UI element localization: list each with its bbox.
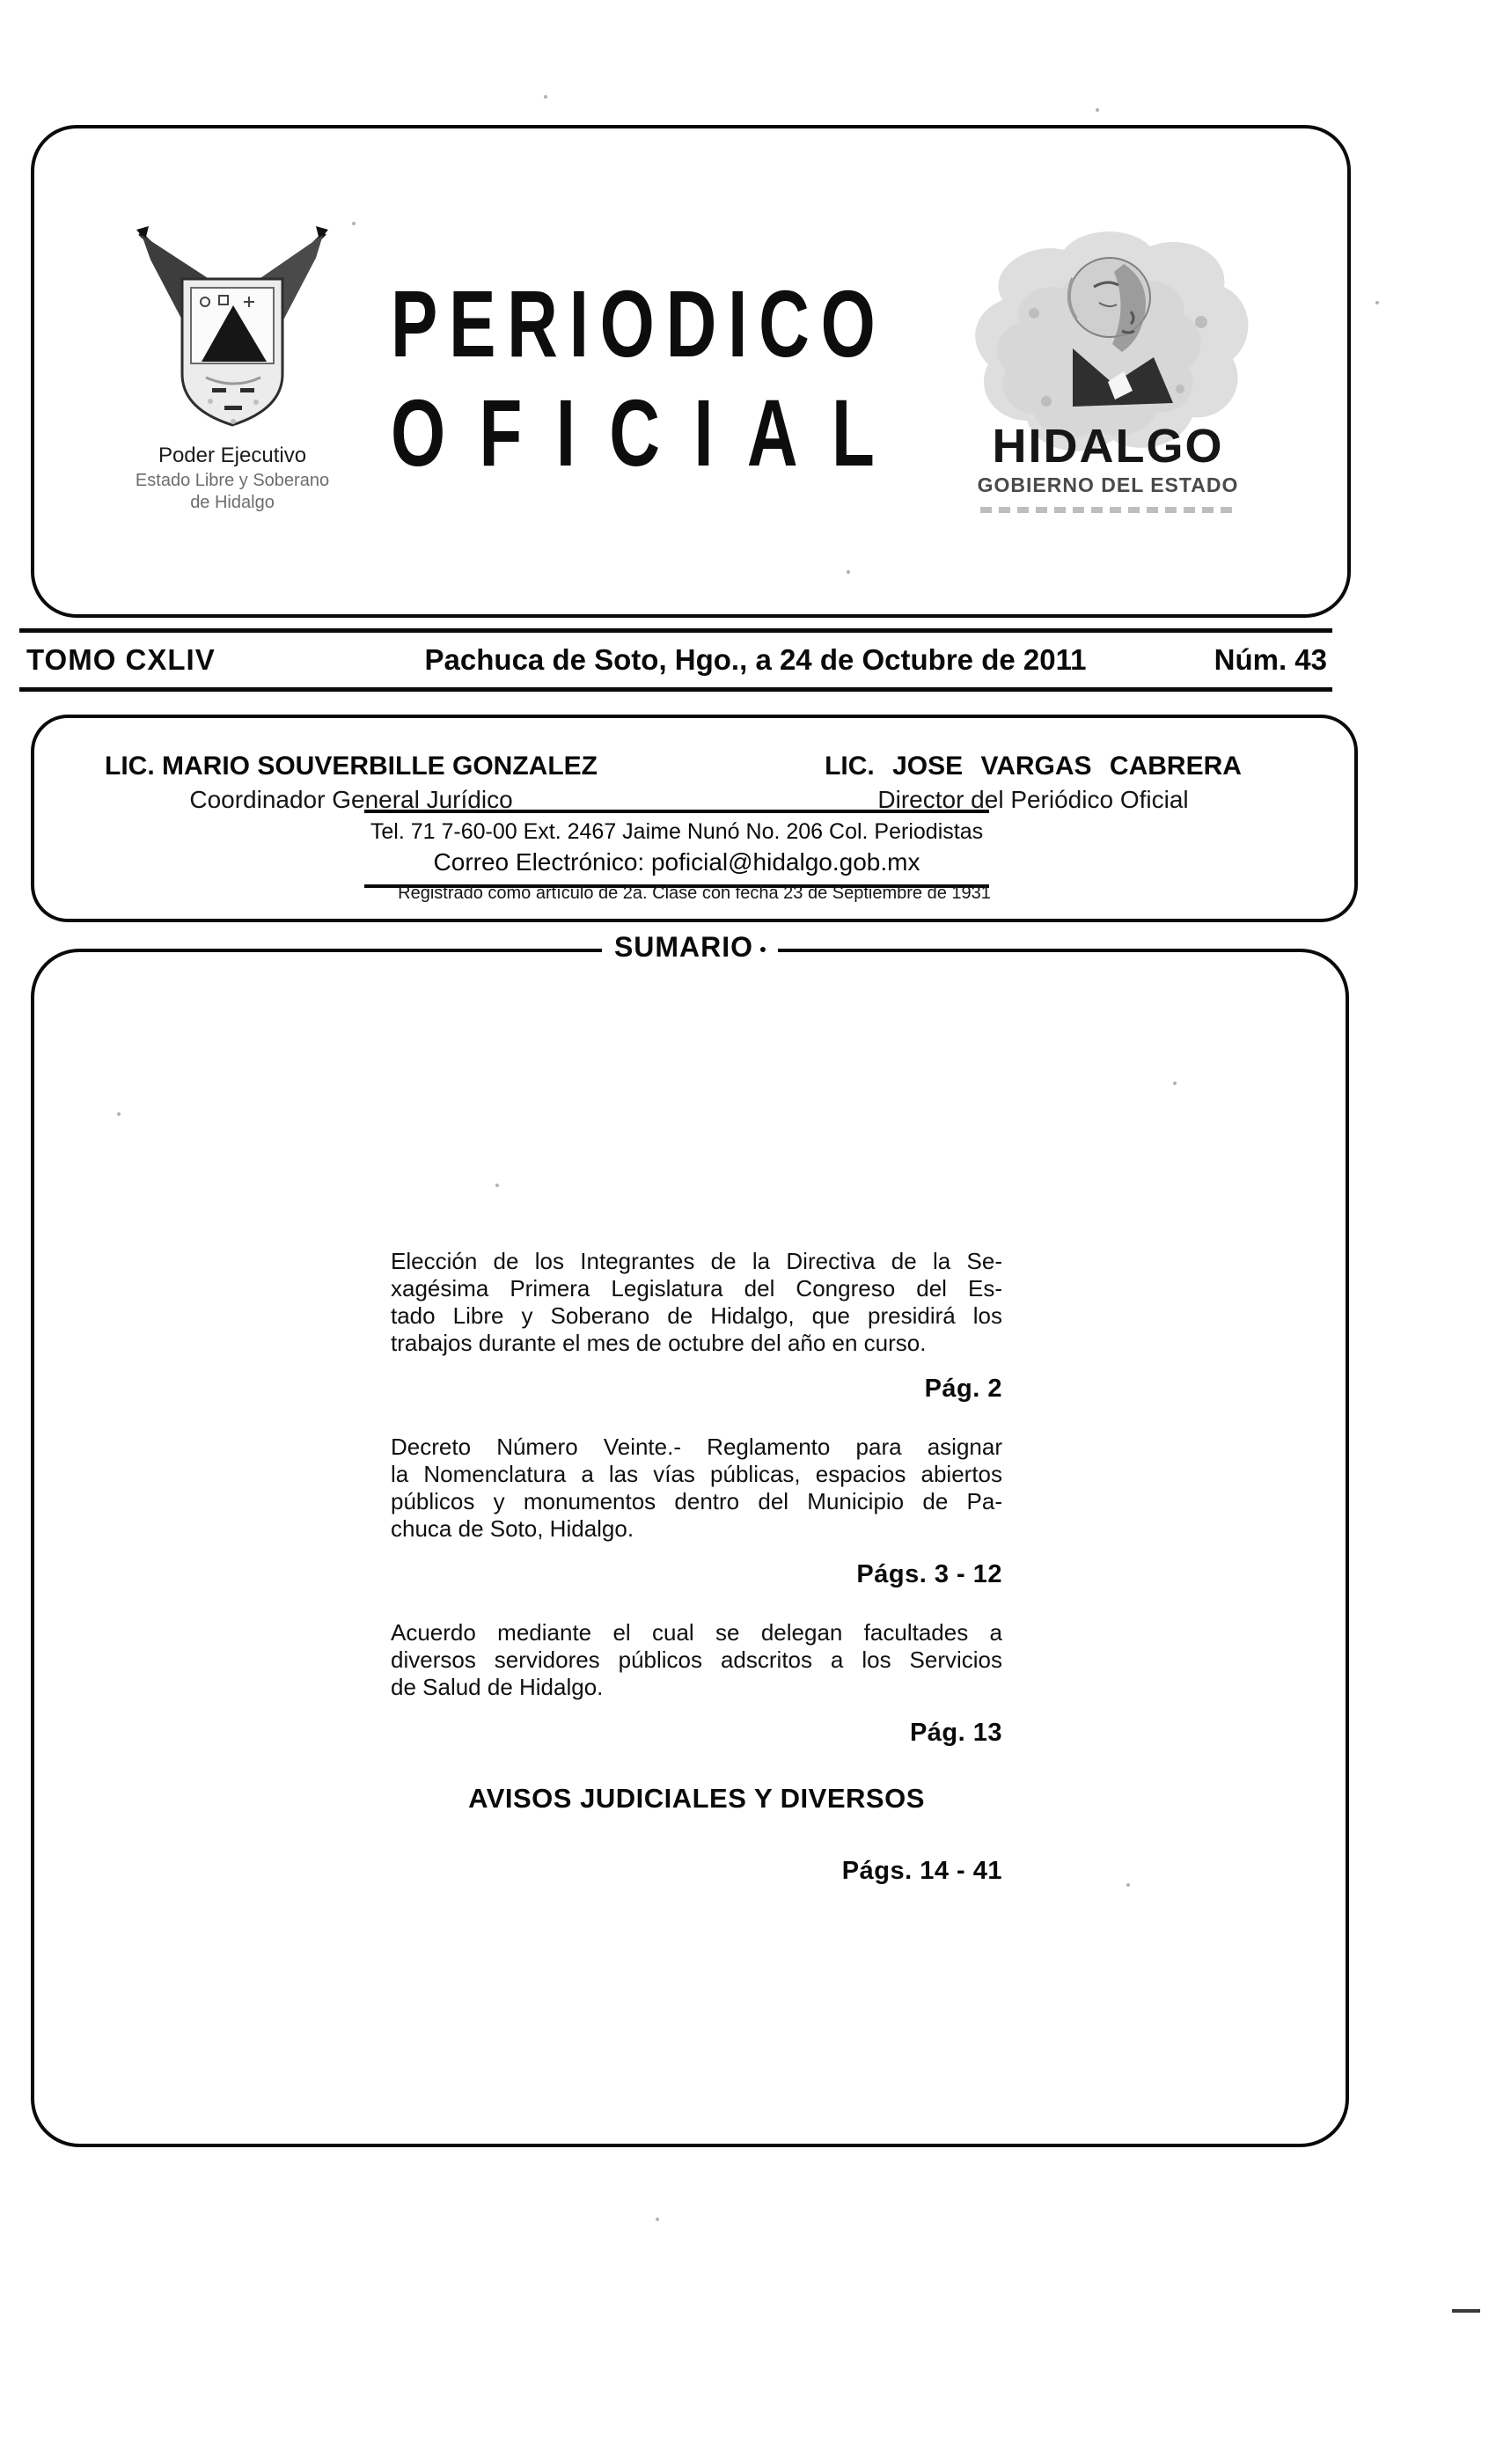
scan-stray-mark xyxy=(1452,2309,1480,2313)
toc-entry-line: Acuerdo mediante el cual se delegan facultades a xyxy=(391,1619,1002,1646)
hidalgo-state-logo xyxy=(950,216,1266,604)
official-right-role: Director del Periódico Oficial xyxy=(877,786,1189,813)
contact-telephone-address: Tel. 71 7-60-00 Ext. 2467 Jaime Nunó No. 206 Col. Periodistas xyxy=(370,819,984,844)
toc-entry-line: tado Libre y Soberano de Hidalgo, que presidirá los xyxy=(391,1302,1002,1329)
scan-noise-dot xyxy=(495,1184,499,1187)
scan-noise-dot xyxy=(1096,108,1099,112)
toc-entry-line: Decreto Número Veinte.- Reglamento para asignar xyxy=(391,1434,1002,1460)
scan-noise-dot xyxy=(117,1112,121,1116)
hidalgo-coat-of-arms-icon xyxy=(131,221,334,436)
masthead-box xyxy=(31,125,1351,618)
stray-dot xyxy=(760,947,766,952)
coat-caption-line3: de Hidalgo xyxy=(190,493,275,512)
issue-number-label: Núm. 43 xyxy=(1214,643,1327,676)
gazette-title-line1: PERIODICO xyxy=(391,270,887,377)
official-right-name: LIC. JOSE VARGAS CABRERA xyxy=(825,752,1242,781)
toc-entry-line: públicos y monumentos dentro del Municipio de Pa- xyxy=(391,1488,1002,1514)
coat-caption-line2: Estado Libre y Soberano xyxy=(135,471,330,490)
registration-note: Registrado como artículo de 2a. Clase con fecha 23 de Septiembre de 1931 xyxy=(398,884,991,903)
scan-noise-dot xyxy=(1126,1883,1130,1887)
coat-caption-line1: Poder Ejecutivo xyxy=(158,444,307,467)
toc-entry-line: la Nomenclatura a las vías públicas, espacios abiertos xyxy=(391,1461,1002,1487)
state-coat-of-arms-block xyxy=(96,221,369,513)
toc-entry-line: Elección de los Integrantes de la Directiva de la Se- xyxy=(391,1248,1002,1274)
scan-noise-dot xyxy=(1375,301,1379,304)
gov-logo-microtext-bar xyxy=(980,507,1236,513)
contact-email: Correo Electrónico: poficial@hidalgo.gob.mx xyxy=(433,848,920,876)
gov-logo-subtitle: GOBIERNO DEL ESTADO xyxy=(977,473,1239,496)
sumario-heading xyxy=(602,931,778,964)
toc-entry-line: diversos servidores públicos adscritos a los Servicios xyxy=(391,1646,1002,1673)
toc-entry-line: xagésima Primera Legislatura del Congreso del Es- xyxy=(391,1275,1002,1302)
contact-block xyxy=(364,810,989,888)
official-left xyxy=(96,752,606,814)
sumario-box xyxy=(31,931,1349,2147)
table-of-contents xyxy=(391,1248,1002,1886)
toc-entry xyxy=(391,1619,1002,1748)
official-left-role: Coordinador General Jurídico xyxy=(189,786,513,813)
toc-entry xyxy=(391,1248,1002,1404)
toc-entry-line: chuca de Soto, Hidalgo. xyxy=(391,1515,634,1542)
gov-logo-name: HIDALGO xyxy=(992,420,1224,473)
toc-entry-page: Pág. 13 xyxy=(909,1719,1002,1747)
gazette-title xyxy=(391,270,954,486)
scan-noise-dot xyxy=(544,95,547,99)
scan-noise-dot xyxy=(352,222,356,225)
edition-bar xyxy=(19,628,1332,692)
toc-section-page: Págs. 14 - 41 xyxy=(841,1857,1002,1885)
official-right xyxy=(778,752,1288,814)
toc-entry-page: Págs. 3 - 12 xyxy=(856,1560,1002,1588)
scan-noise-dot xyxy=(1173,1082,1177,1085)
toc-entry xyxy=(391,1434,1002,1589)
directory-box xyxy=(31,715,1358,922)
tomo-label: TOMO CXLIV xyxy=(26,643,216,676)
toc-entry-page: Pág. 2 xyxy=(924,1375,1002,1403)
place-date-label: Pachuca de Soto, Hgo., a 24 de Octubre de 2011 xyxy=(424,643,1087,676)
toc-section-heading: AVISOS JUDICIALES Y DIVERSOS xyxy=(468,1783,925,1814)
toc-entry-line: de Salud de Hidalgo. xyxy=(391,1674,604,1700)
official-left-name: LIC. MARIO SOUVERBILLE GONZALEZ xyxy=(105,752,598,781)
gazette-title-line2: OFICIAL xyxy=(391,379,909,486)
scan-noise-dot xyxy=(847,570,850,574)
scan-noise-dot xyxy=(656,2218,659,2221)
sumario-heading-text: SUMARIO xyxy=(613,931,754,963)
toc-entry-line: trabajos durante el mes de octubre del año en curso. xyxy=(391,1330,927,1356)
